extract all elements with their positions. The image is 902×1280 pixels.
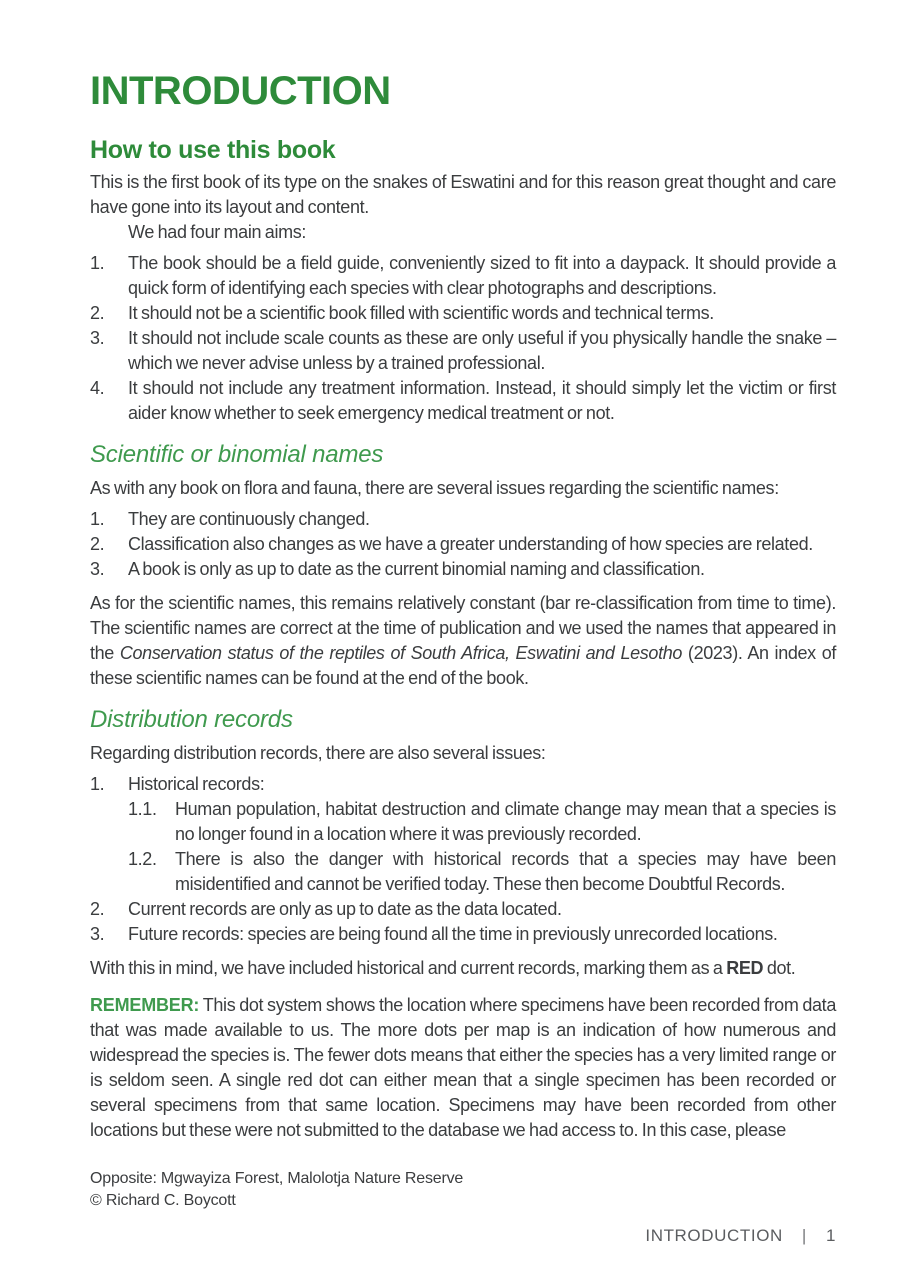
paragraph-red-dot-note [90, 956, 836, 981]
paragraph-scientific-closing [90, 591, 836, 691]
red-dot-part1: With this in mind, we have included historical and current records, marking them as a [90, 958, 727, 978]
list-number: 2. [90, 534, 105, 554]
closing-part2: (2023). An index of these scientific names can be found at the end of the book. [90, 643, 837, 688]
list-number: 3. [90, 924, 105, 944]
page-footer [645, 1226, 836, 1246]
aims-list [90, 251, 836, 426]
list-item [90, 557, 836, 582]
red-dot-emphasis: RED [726, 958, 764, 978]
list-subitem [90, 847, 836, 897]
remember-label: REMEMBER: [90, 995, 200, 1015]
list-item-text: There is also the danger with historical records that a species may have been misidentified and cannot be verified today. These then become Doubtful Records. [175, 849, 836, 894]
list-number: 1.1. [128, 799, 157, 819]
list-number: 1. [90, 774, 105, 794]
list-number: 3. [90, 559, 105, 579]
list-number: 2. [90, 899, 105, 919]
distribution-issues-list [90, 772, 836, 947]
list-item-text: Current records are only as up to date as the data located. [128, 899, 562, 919]
list-item [90, 922, 836, 947]
list-number: 1.2. [128, 849, 157, 869]
list-item-text: Future records: species are being found all the time in previously unrecorded locations. [128, 924, 778, 944]
paragraph-remember [90, 993, 836, 1143]
list-item [90, 376, 836, 426]
list-number: 1. [90, 253, 105, 273]
subsection-heading-scientific-names: Scientific or binomial names [90, 441, 384, 468]
red-dot-part2: dot. [763, 958, 796, 978]
list-item [90, 301, 836, 326]
referenced-publication-title: Conservation status of the reptiles of South Africa, Eswatini and Lesotho [119, 643, 683, 663]
footer-page-number: 1 [825, 1226, 836, 1245]
remember-text: This dot system shows the location where specimens have been recorded from data that was made available to us. The more dots per map is an indication of how numerous and widespread the species is. The fewer dots means that either the species has a very limited range or is seldom seen. A single red dot can either mean that a single specimen has been recorded or several specimens from that same location. Specimens may have been recorded from other locations but these were not submitted to the database we had access to. In this case, please [90, 995, 836, 1140]
paragraph-intro: This is the first book of its type on the snakes of Eswatini and for this reason great thought and care have gone into its layout and content. [90, 172, 836, 217]
page-title: INTRODUCTION [90, 69, 391, 113]
list-item-text: Historical records: [128, 774, 265, 794]
section-heading-how-to-use: How to use this book [90, 136, 336, 164]
list-item [90, 532, 836, 557]
paragraph-aims-lead: We had four main aims: [128, 222, 307, 242]
list-item [90, 507, 836, 532]
list-item-text: The book should be a field guide, conveniently sized to fit into a daypack. It should provide a quick form of identifying each species with clear photographs and descriptions. [128, 253, 836, 298]
subsection-heading-distribution-records: Distribution records [90, 706, 293, 733]
list-item-text: It should not be a scientific book filled with scientific words and technical terms. [128, 303, 714, 323]
list-item [90, 251, 836, 301]
list-item-text: Human population, habitat destruction and climate change may mean that a species is no longer found in a location where it was previously recorded. [175, 799, 836, 844]
list-item-text: Classification also changes as we have a greater understanding of how species are related. [128, 534, 813, 554]
closing-part1: As for the scientific names, this remains relatively constant (bar re-classification from time to time). The scientific names are correct at the time of publication and we used the names that appeared in the [90, 593, 836, 663]
list-subitem [90, 797, 836, 847]
photo-caption: Opposite: Mgwayiza Forest, Malolotja Nature Reserve [90, 1170, 464, 1187]
list-item [90, 326, 836, 376]
photo-credit-block [90, 1168, 463, 1212]
list-item-text: They are continuously changed. [128, 509, 370, 529]
list-item-text: It should not include scale counts as these are only useful if you physically handle the snake – which we never advise unless by a trained professional. [128, 328, 836, 373]
paragraph-distribution-intro: Regarding distribution records, there are also several issues: [90, 743, 546, 763]
list-item [90, 897, 836, 922]
paragraph-scientific-intro: As with any book on flora and fauna, there are several issues regarding the scientific names: [90, 478, 779, 498]
list-number: 4. [90, 378, 105, 398]
list-number: 2. [90, 303, 105, 323]
list-number: 1. [90, 509, 105, 529]
list-item-text: A book is only as up to date as the current binomial naming and classification. [128, 559, 705, 579]
list-number: 3. [90, 328, 105, 348]
footer-section-label: INTRODUCTION [645, 1226, 783, 1245]
list-item-text: It should not include any treatment information. Instead, it should simply let the victim or first aider know whether to seek emergency medical treatment or not. [128, 378, 836, 423]
list-item [90, 772, 836, 797]
scientific-issues-list [90, 507, 836, 582]
footer-separator: | [801, 1226, 807, 1245]
photo-copyright: © Richard C. Boycott [90, 1192, 236, 1209]
